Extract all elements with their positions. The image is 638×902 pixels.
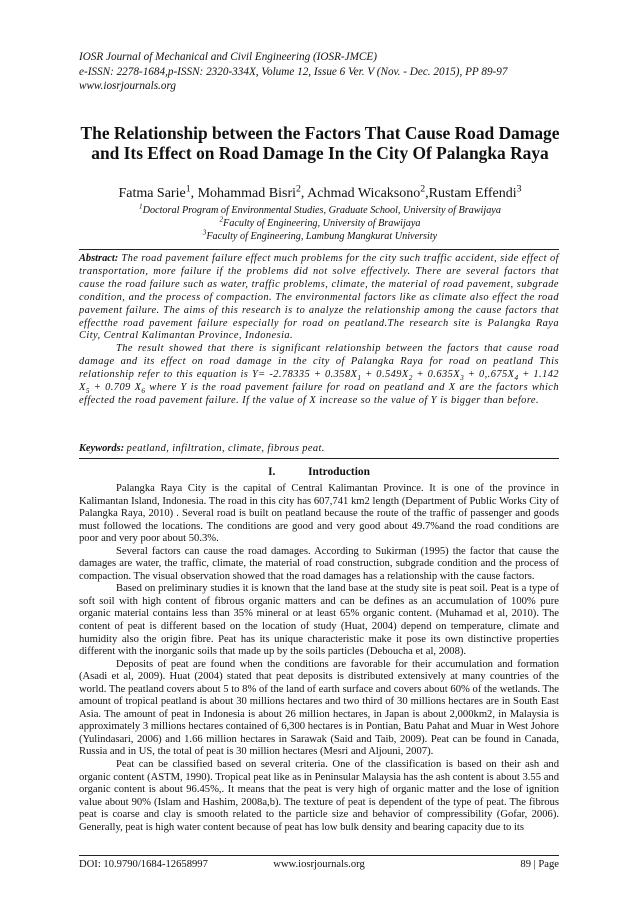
author: Rustam Effendi$^3$ (428, 183, 522, 201)
body-paragraph: Peat can be classified based on several criteria. One of the classification is based on their ash and organic content (ASTM, 1990). Tropical peat like as in Peninsular Malaysia has the ash content is about 3.55 and organic content is about 96.45%,. It means that the peat is very high of organic matter and the lose of ignition value about 90% (Islam and Hashim, 2008a,b). The texture of peat is dependent of the type of peat. The fibrous peat is coarse and clay is smooth related to the particle size and behavior of compressibility (Gofar, 2006). Generally, peat is high water content because of peat has low bulk density and bearing capacity due to its (79, 759, 559, 833)
author: Fatma Sarie$^1$, (118, 183, 198, 201)
journal-website: www.iosrjournals.org (79, 80, 176, 92)
body-text (79, 483, 559, 834)
paper-title: The Relationship between the Factors That Cause Road Damage and Its Effect on Road Damage In the City Of Palangka Raya (80, 123, 560, 163)
abstract-paragraph: The result showed that there is significant relationship between the factors that cause road damage and its effect on road damage in the city of Palangka Raya for road on peatland This relationship refer to this equation is $Y= -2.78335 + 0.358X_1 + 0.549X_2 + 0.635X_3 + 0,.675X_4 + 1.142$ $X_5 + 0.709$ $X_6$ where Y is the road pavement failure for road on peatland and X are the factors which effected the road pavement failure. If the value of X increase so the value of Y is bigger than before. (79, 343, 560, 406)
abstract-bottom-rule (79, 458, 559, 459)
journal-header (79, 50, 559, 94)
section-title: Introduction (308, 466, 370, 478)
affiliation: $^2$Faculty of Engineering, University of Brawijaya (219, 215, 421, 229)
abstract-paragraph: Abstract: The road pavement failure effect much problems for the city such traffic accident, side effect of transportation, more failure if the problems did not solve effectively. There are several factors that cause the road failure such as water, traffic problems, climate, the material of road pavement, subgrade condition, and the process of compaction. The environmental factors like as climate also effect the road pavement failure. The aims of this research is to analyze the relationship among the cause factors that effectthe road pavement failure especially for road on peatland.The research site is Palangka Raya City, Central Kalimantan Province, Indonesia. (79, 253, 559, 342)
author-list (60, 185, 580, 202)
abstract-top-rule (79, 249, 559, 250)
section-heading (79, 466, 559, 478)
keywords-label: Keywords: (79, 443, 125, 454)
body-paragraph: Based on preliminary studies it is known that the land base at the study site is peat soil. Peat is a type of soft soil with high content of fibrous organic matters and can be defines as an accumulation of 100% pure organic material contains less than 35% mineral or at least 65% organic content. (Muhamad et al, 2010). The content of peat is different based on the location of study (Huat, 2004) depend on temperature, climate and humidity also the origin fibre. Peat has its unique characteristic make it pose its own distinctive properties different with the inorganic soils that made up by the soils particles (Deboucha et al, 2008). (79, 583, 559, 658)
body-paragraph: Several factors can cause the road damages. According to Sukirman (1995) the factor that cause the damages are water, the traffic, climate, the material of road construction, subgrade condition and the process of compaction. The visual observation showed that the road damages has a relationship with the cause factors. (79, 545, 559, 582)
abstract (79, 253, 559, 408)
author: Mohammad Bisri$^2$, (197, 183, 308, 201)
keywords-text: peatland, infiltration, climate, fibrous peat. (126, 443, 325, 454)
section-number: I. (268, 466, 276, 478)
journal-issn: e-ISSN: 2278-1684,p-ISSN: 2320-334X, Volume 12, Issue 6 Ver. V (Nov. - Dec. 2015), PP 89-97 (79, 65, 508, 78)
author: Achmad Wicaksono$^2$, (307, 183, 429, 201)
footer-website: www.iosrjournals.org (273, 859, 365, 870)
footer-page-number: 89 | Page (520, 859, 559, 870)
body-paragraph: Deposits of peat are found when the conditions are favorable for their accumulation and formation (Asadi et al, 2009). Huat (2004) stated that peat deposits is distributed extensively at many countries of the world. The peatland covers about 5 to 8% of the land of earth surface and covers about 60% of the wetlands. The amount of tropical peatland is about 30 millions hectares and two third of 30 millions hectares are in South East Asia. The amount of peat in Indonesia is about 26 million hectares, in Japan is about 2,000km2, in Malaysia is approximately 3 millions hectares contained of 6,300 hectares is in Pontian, Batu Pahat and Muar in West Johore (Yulindasari, 2006) and 1.66 million hectares in Sarawak (Said and Taib, 2009). Peat can be found in Canada, Russia and in US, the total of peat is 30 million hectares (Mesri and Aljouni, 2007). (79, 658, 559, 758)
affiliation: $^1$Doctoral Program of Environmental Studies, Graduate School, University of Brawijaya (139, 202, 501, 216)
keywords (79, 443, 559, 456)
footer-rule (79, 855, 559, 856)
footer-doi: DOI: 10.9790/1684-12658997 (79, 859, 208, 870)
journal-name: IOSR Journal of Mechanical and Civil Engineering (IOSR-JMCE) (79, 51, 377, 63)
abstract-label: Abstract: (79, 253, 119, 264)
body-paragraph: Palangka Raya City is the capital of Central Kalimantan Province. It is one of the province in Kalimantan Island, Indonesia. The road in this city has 607,741 km2 length (Department of Public Works City of Palangka Raya, 2010) . Several road is built on peatland because the route of the traffic of passenger and goods must followed the locations. The conditions are good and very good about 49.7%and the road conditions are poor and very poor about 50.3%. (79, 483, 559, 545)
affiliation: $^3$Faculty of Engineering, Lambung Mangkurat University (202, 228, 438, 242)
